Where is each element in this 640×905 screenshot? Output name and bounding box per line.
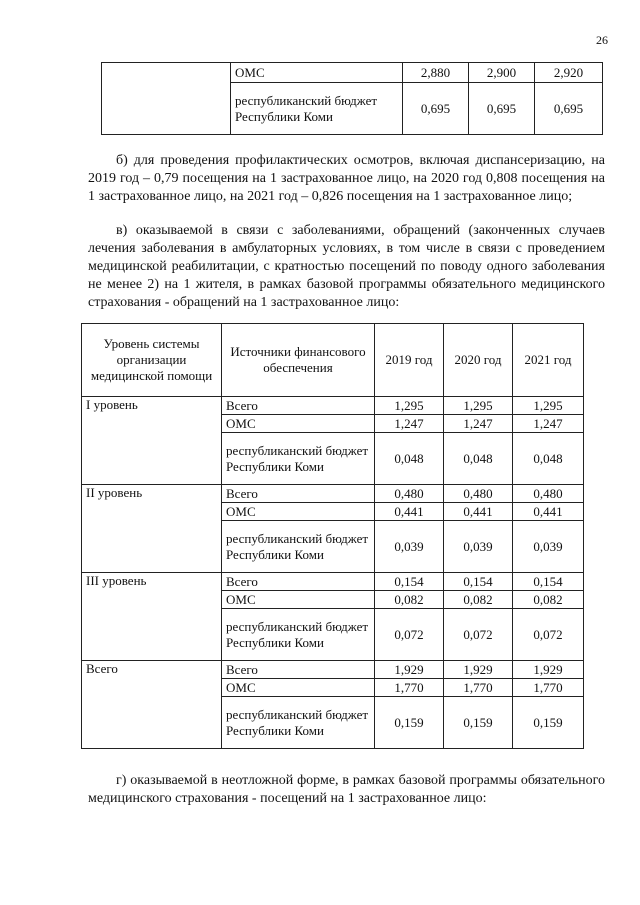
- value-2021: 1,295: [513, 397, 584, 415]
- value-2021: 0,082: [513, 591, 584, 609]
- paragraph-g: г) оказываемой в неотложной форме, в рамках базовой программы обязательного медицинского страхования - посещений на 1 застрахованное лицо:: [88, 773, 605, 806]
- value-2020: 0,695: [469, 83, 535, 135]
- table-row: [82, 485, 584, 503]
- value-2021: 1,247: [513, 415, 584, 433]
- value-2020: 0,154: [444, 573, 513, 591]
- source-cell: Всего: [222, 661, 375, 679]
- value-2021: 0,048: [513, 433, 584, 485]
- source-cell: республиканский бюджет Республики Коми: [222, 697, 375, 749]
- source-cell: республиканский бюджет Республики Коми: [222, 521, 375, 573]
- value-2020: 1,929: [444, 661, 513, 679]
- value-2021: 0,159: [513, 697, 584, 749]
- source-cell: Всего: [222, 485, 375, 503]
- top-table-fragment: [101, 62, 603, 135]
- source-cell: республиканский бюджет Республики Коми: [222, 433, 375, 485]
- value-2020: 0,039: [444, 521, 513, 573]
- value-2019: 0,072: [375, 609, 444, 661]
- level-cell: III уровень: [82, 573, 222, 661]
- header-2019: 2019 год: [375, 324, 444, 397]
- value-2020: 2,900: [469, 63, 535, 83]
- value-2019: 1,295: [375, 397, 444, 415]
- value-2019: 0,154: [375, 573, 444, 591]
- level-cell: Всего: [82, 661, 222, 749]
- source-cell: ОМС: [222, 679, 375, 697]
- level-cell: [102, 63, 231, 135]
- paragraph-v: в) оказываемой в связи с заболеваниями, обращений (законченных случаев лечения заболевания в амбулаторных условиях, в том числе в связи с проведением медицинской реабилитации, с кратностью посещений по поводу одного заболевания не менее 2) на 1 жителя, в рамках базовой программы обязательного медицинского страхования - обращений на 1 застрахованное лицо:: [88, 223, 605, 310]
- value-2019: 0,480: [375, 485, 444, 503]
- source-cell: Всего: [222, 573, 375, 591]
- value-2019: 0,039: [375, 521, 444, 573]
- table-header-row: [82, 324, 584, 397]
- header-source: Источники финансового обеспечения: [222, 324, 375, 397]
- value-2021: 0,072: [513, 609, 584, 661]
- value-2021: 0,441: [513, 503, 584, 521]
- value-2020: 0,441: [444, 503, 513, 521]
- table-row: [82, 397, 584, 415]
- header-2021: 2021 год: [513, 324, 584, 397]
- level-cell: I уровень: [82, 397, 222, 485]
- value-2020: 0,082: [444, 591, 513, 609]
- value-2020: 0,480: [444, 485, 513, 503]
- paragraph-b: б) для проведения профилактических осмотров, включая диспансеризацию, на 2019 год – 0,79 посещения на 1 застрахованное лицо, на 2020 год 0,808 посещения на 1 застрахованное лицо, на 2021 год – 0,826 посещения на 1 застрахованное лицо;: [88, 153, 605, 204]
- value-2019: 1,247: [375, 415, 444, 433]
- value-2020: 0,048: [444, 433, 513, 485]
- visits-table: [81, 323, 584, 749]
- source-cell: ОМС: [222, 591, 375, 609]
- value-2021: 2,920: [535, 63, 603, 83]
- table-row: [82, 573, 584, 591]
- value-2019: 0,441: [375, 503, 444, 521]
- page-number: 26: [596, 33, 608, 47]
- source-cell: республиканский бюджет Республики Коми: [231, 83, 403, 135]
- source-cell: ОМС: [222, 415, 375, 433]
- value-2021: 0,154: [513, 573, 584, 591]
- source-cell: республиканский бюджет Республики Коми: [222, 609, 375, 661]
- table-row: [102, 63, 603, 83]
- value-2019: 2,880: [403, 63, 469, 83]
- value-2020: 1,770: [444, 679, 513, 697]
- value-2019: 0,695: [403, 83, 469, 135]
- value-2021: 0,039: [513, 521, 584, 573]
- level-cell: II уровень: [82, 485, 222, 573]
- value-2020: 1,247: [444, 415, 513, 433]
- source-cell: ОМС: [231, 63, 403, 83]
- value-2021: 1,770: [513, 679, 584, 697]
- header-level: Уровень системы организации медицинской помощи: [82, 324, 222, 397]
- value-2020: 1,295: [444, 397, 513, 415]
- value-2020: 0,159: [444, 697, 513, 749]
- value-2019: 1,929: [375, 661, 444, 679]
- table-row: [82, 661, 584, 679]
- source-cell: ОМС: [222, 503, 375, 521]
- source-cell: Всего: [222, 397, 375, 415]
- header-2020: 2020 год: [444, 324, 513, 397]
- value-2021: 0,695: [535, 83, 603, 135]
- value-2019: 1,770: [375, 679, 444, 697]
- value-2019: 0,082: [375, 591, 444, 609]
- value-2019: 0,159: [375, 697, 444, 749]
- value-2021: 1,929: [513, 661, 584, 679]
- value-2020: 0,072: [444, 609, 513, 661]
- value-2019: 0,048: [375, 433, 444, 485]
- value-2021: 0,480: [513, 485, 584, 503]
